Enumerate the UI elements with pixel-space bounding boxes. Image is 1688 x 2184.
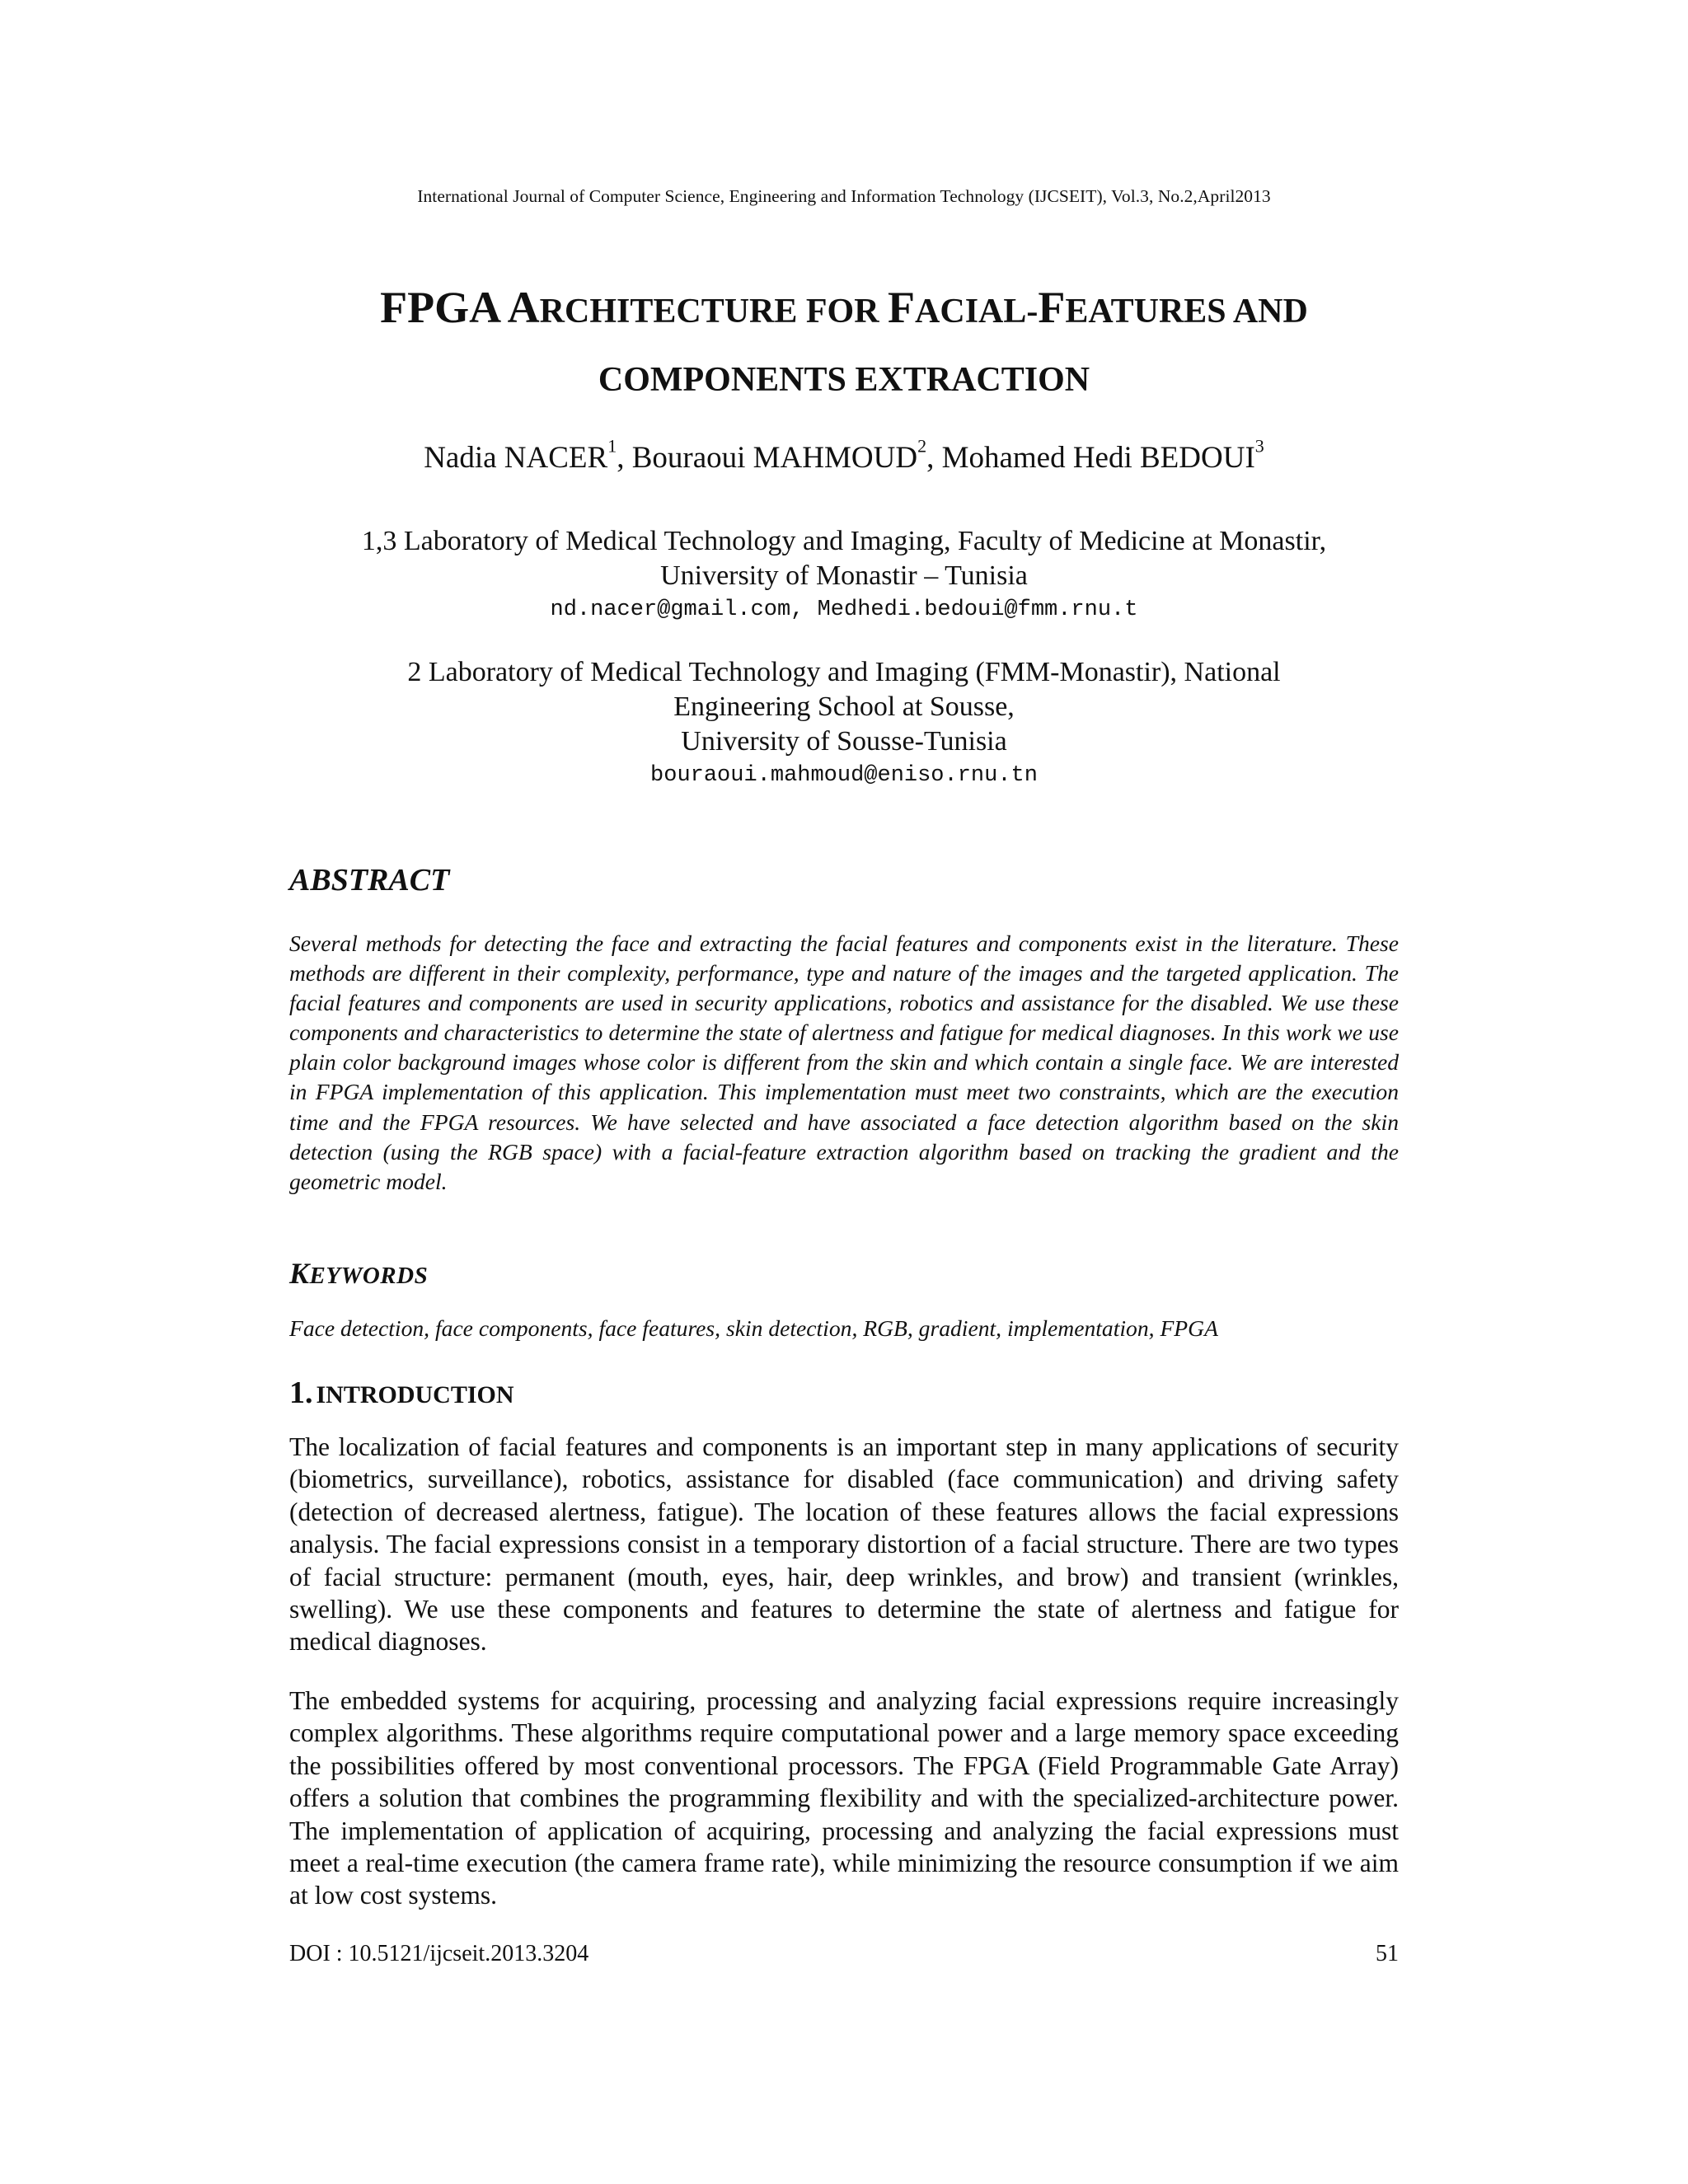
author-affil-mark: 1 (607, 435, 617, 457)
keywords-text: Face detection, face components, face features, skin detection, RGB, gradient, implementation, FPGA (289, 1315, 1218, 1341)
abstract-text: Several methods for detecting the face and extracting the facial features and components exist in the literature. These methods are different in their complexity, performance, type and nature of the images and the targeted application. The facial features and components are used in security applications, robotics and assistance for the disabled. We use these components and characteristics to determine the state of alertness and fatigue for medical diagnoses. In this work we use plain color background images whose color is different from the skin and which contain a single face. We are interested in FPGA implementation of this application. This implementation must meet two constraints, which are the execution time and the FPGA resources. We have selected and have associated a face detection algorithm based on the skin detection (using the RGB space) with a facial-feature extraction algorithm based on tracking the gradient and the geometric model. (289, 930, 1399, 1194)
affiliation-1: 1,3 Laboratory of Medical Technology and Imaging, Faculty of Medicine at Monastir, University of Monastir – Tunisia nd.nacer@gmail.com, Medhedi.bedoui@fmm.rnu.t (0, 524, 1688, 626)
keywords-heading: KEYWORDS (289, 1257, 429, 1290)
author-name: , Mohamed Hedi BEDOUI (926, 441, 1255, 475)
author-affil-mark: 3 (1254, 435, 1264, 457)
author-name: Nadia NACER (424, 441, 608, 475)
paper-title (165, 277, 1523, 410)
footer-doi: DOI : 10.5121/ijcseit.2013.3204 (289, 1941, 589, 1966)
section-heading-introduction: 1. INTRODUCTION (289, 1376, 514, 1410)
page-number: 51 (1376, 1941, 1399, 1966)
email-address: bouraoui.mahmoud@eniso.rnu.tn (650, 763, 1038, 788)
author-name: , Bouraoui MAHMOUD (617, 441, 918, 475)
running-header: International Journal of Computer Science, Engineering and Information Technology (IJCSEIT), Vol.3, No.2,April2013 (417, 186, 1271, 206)
body-paragraph: The localization of facial features and components is an important step in many applications of security (biometrics, surveillance), robotics, assistance for disabled (face communication) and driving safety (detection of decreased alertness, fatigue). The location of these features allows the facial expressions analysis. The facial expressions consist in a temporary distortion of a facial structure. There are two types of facial structure: permanent (mouth, eyes, hair, deep wrinkles, and brow) and transient (wrinkles, swelling). We use these components and features to determine the state of alertness and fatigue for medical diagnoses. (289, 1432, 1399, 1657)
body-paragraph: The embedded systems for acquiring, processing and analyzing facial expressions require increasingly complex algorithms. These algorithms require computational power and a large memory space exceeding the possibilities offered by most conventional processors. The FPGA (Field Programmable Gate Array) offers a solution that combines the programming flexibility and with the specialized-architecture power. The implementation of application of acquiring, processing and analyzing the facial expressions must meet a real-time execution (the camera frame rate), while minimizing the resource consumption if we aim at low cost systems. (289, 1686, 1399, 1910)
email-addresses: nd.nacer@gmail.com, Medhedi.bedoui@fmm.rnu.t (550, 598, 1138, 622)
abstract-heading: ABSTRACT (289, 863, 450, 898)
author-list (0, 435, 1688, 476)
affiliation-2: 2 Laboratory of Medical Technology and Imaging (FMM-Monastir), National Engineering School at Sousse, University of Sousse-Tunisia bouraoui.mahmoud@eniso.rnu.tn (0, 655, 1688, 792)
title-line-2: COMPONENTS EXTRACTION (598, 361, 1090, 399)
title-line-1: FPGA ARCHITECTURE FOR FACIAL-FEATURES AND (380, 283, 1308, 332)
author-affil-mark: 2 (917, 435, 927, 457)
